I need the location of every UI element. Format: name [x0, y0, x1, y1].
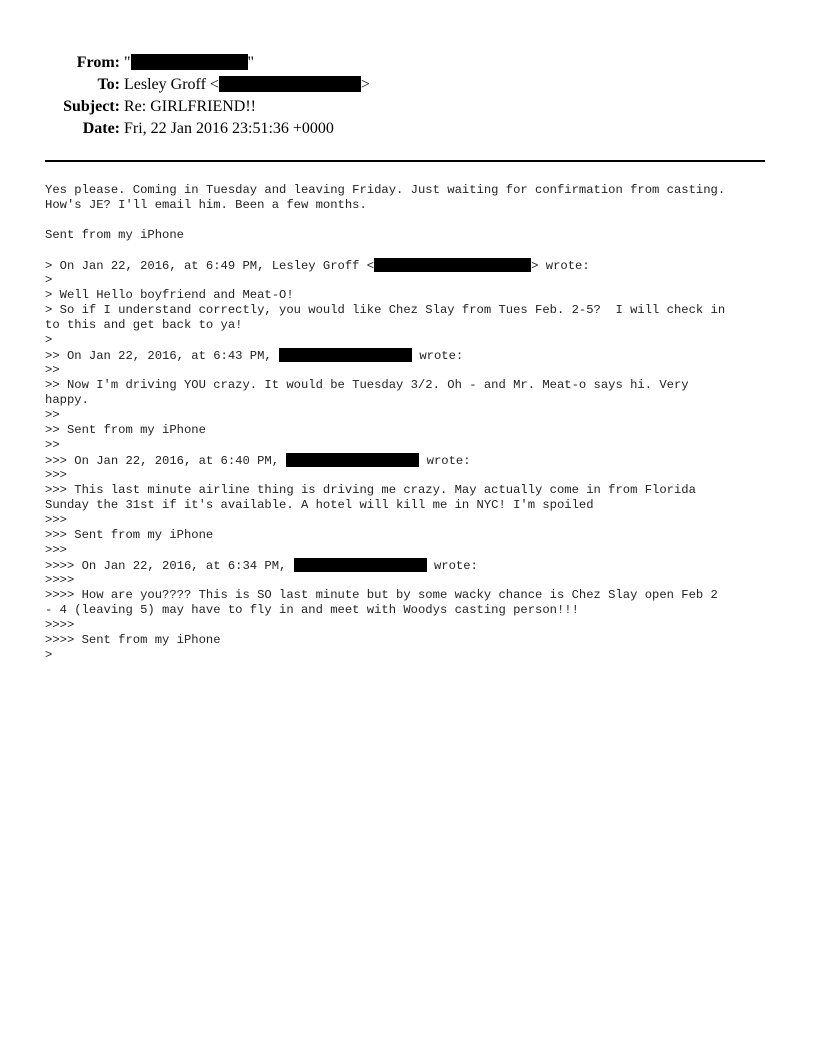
from-value: " "	[124, 54, 255, 71]
subject-label: Subject:	[63, 98, 120, 115]
date-value: Fri, 22 Jan 2016 23:51:36 +0000	[124, 120, 334, 137]
blank-line	[45, 243, 773, 258]
subject-value: Re: GIRLFRIEND!!	[124, 98, 256, 115]
quote-line: >>	[45, 363, 60, 377]
quote-line: >>>	[45, 513, 67, 527]
quote-line: >>	[45, 408, 60, 422]
redaction-block	[131, 54, 248, 70]
redaction-block	[279, 348, 412, 362]
redaction-block	[219, 76, 361, 92]
blank-line	[45, 213, 773, 228]
quote-line: >	[45, 333, 53, 347]
quote-line: >>	[45, 438, 60, 452]
redaction-block	[374, 258, 531, 272]
to-value: Lesley Groff < >	[124, 76, 370, 93]
date-label: Date:	[82, 120, 120, 137]
quote-line: >>> This last minute airline thing is driving me crazy. May actually come in from Florida	[45, 483, 696, 497]
quote-line: >>>	[45, 543, 67, 557]
quote-line: >>>	[45, 468, 67, 482]
quote-line: >	[45, 273, 53, 287]
quote-line: >>>>	[45, 573, 75, 587]
from-label: From:	[76, 54, 120, 71]
quote-line: to this and get back to ya!	[45, 318, 243, 332]
body-line: How's JE? I'll email him. Been a few months.	[45, 198, 367, 212]
quote-line: > Well Hello boyfriend and Meat-O!	[45, 288, 294, 302]
quote-line: >>>> How are you???? This is SO last minute but by some wacky chance is Chez Slay open Feb 2	[45, 588, 718, 602]
quote-line: >	[45, 648, 53, 662]
quote-header-line: > On Jan 22, 2016, at 6:49 PM, Lesley Groff < > wrote:	[45, 259, 590, 273]
quote-header-line: >> On Jan 22, 2016, at 6:43 PM, wrote:	[45, 349, 464, 363]
signature-line: Sent from my iPhone	[45, 228, 184, 242]
redaction-block	[294, 558, 427, 572]
quote-line: >> Sent from my iPhone	[45, 423, 206, 437]
quote-line: - 4 (leaving 5) may have to fly in and meet with Woodys casting person!!!	[45, 603, 579, 617]
quote-line: >>>> Sent from my iPhone	[45, 633, 221, 647]
header-divider	[45, 160, 765, 162]
quote-header-line: >>> On Jan 22, 2016, at 6:40 PM, wrote:	[45, 454, 471, 468]
quote-header-line: >>>> On Jan 22, 2016, at 6:34 PM, wrote:	[45, 559, 478, 573]
email-body	[45, 183, 773, 663]
quote-line: >>>>	[45, 618, 75, 632]
redaction-block	[286, 453, 419, 467]
to-label: To:	[97, 76, 120, 93]
body-line: Yes please. Coming in Tuesday and leaving Friday. Just waiting for confirmation from casting.	[45, 183, 726, 197]
quote-line: >>> Sent from my iPhone	[45, 528, 214, 542]
quote-line: happy.	[45, 393, 89, 407]
quote-line: >> Now I'm driving YOU crazy. It would be Tuesday 3/2. Oh - and Mr. Meat-o says hi. Very	[45, 378, 689, 392]
quote-line: Sunday the 31st if it's available. A hotel will kill me in NYC! I'm spoiled	[45, 498, 594, 512]
quote-line: > So if I understand correctly, you would like Chez Slay from Tues Feb. 2-5? I will check in	[45, 303, 726, 317]
